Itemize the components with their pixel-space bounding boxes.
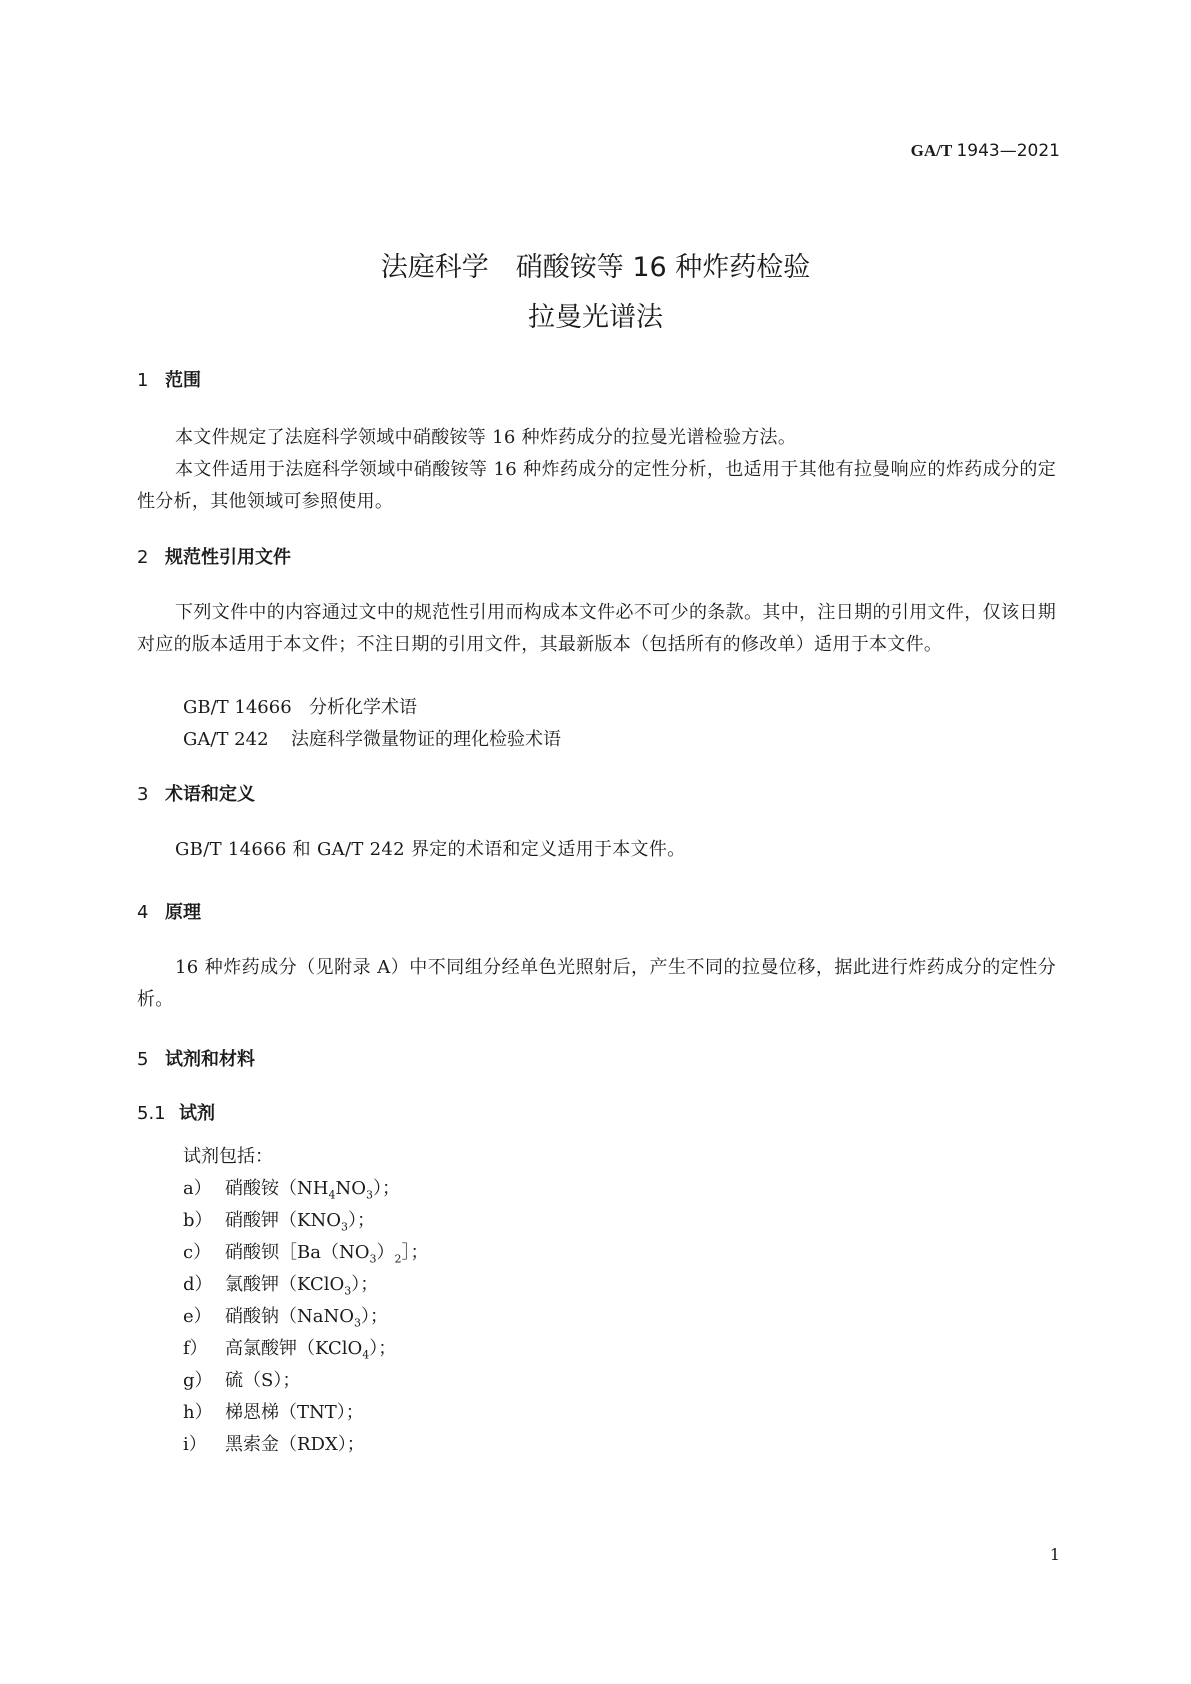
reagent-item: d） 氯酸钾（KClO$_3$）；: [183, 1274, 379, 1298]
section-4-heading: [137, 898, 201, 924]
section-5-1-heading: [137, 1099, 215, 1125]
section-title: 规范性引用文件: [165, 547, 291, 568]
reagent-item: i） 黑索金（RDX）；: [183, 1434, 365, 1455]
page-number: 1: [1049, 1545, 1060, 1564]
reagent-item: b） 硝酸钾$(KNO_3)$；: [183, 1210, 375, 1234]
section-title: 范围: [165, 370, 201, 391]
section-5-heading: [137, 1045, 255, 1071]
reagent-intro: 试剂包括：: [183, 1146, 273, 1167]
reagent-item: h） 梯恩梯（TNT）；: [183, 1402, 364, 1423]
reference-item: [183, 725, 561, 751]
title-line-1: 法庭科学 硝酸铵等 16 种炸药检验: [380, 252, 811, 283]
standard-number: 1943—2021: [956, 141, 1060, 161]
section-title: 术语和定义: [165, 784, 255, 805]
section-3-heading: [137, 780, 255, 806]
section-number: 5.1: [137, 1103, 166, 1124]
reagent-item: f） 高氯酸钾（KClO$_4$）；: [183, 1338, 397, 1362]
section-title: 原理: [165, 902, 201, 923]
section-1-paragraph-2: 本文件适用于法庭科学领域中硝酸铵等 16 种炸药成分的定性分析，也适用于其他有拉曼响应的炸药成分的定性分析，其他领域可参照使用。: [137, 459, 1056, 512]
reagent-item: e） 硝酸钠（NaNO$_3$）；: [183, 1306, 388, 1330]
section-number: 4: [137, 902, 149, 923]
section-number: 5: [137, 1049, 149, 1070]
title-line-2: 拉曼光谱法: [528, 302, 663, 333]
reagent-item: c） 硝酸钡$[Ba(NO_3)_2]$；: [183, 1242, 429, 1266]
reference-name: 法庭科学微量物证的理化检验术语: [291, 729, 561, 750]
reference-item: [183, 693, 417, 719]
reagent-item: g） 硫（S）；: [183, 1370, 301, 1391]
section-4-paragraph: 16 种炸药成分（见附录 A）中不同组分经单色光照射后，产生不同的拉曼位移，据此进行炸药成分的定性分析。: [137, 957, 1056, 1010]
reference-code: GA/T 242: [183, 729, 269, 750]
section-1-heading: [137, 366, 201, 392]
reference-name: 分析化学术语: [309, 697, 417, 718]
section-2-paragraph: 下列文件中的内容通过文中的规范性引用而构成本文件必不可少的条款。其中，注日期的引用文件，仅该日期对应的版本适用于本文件；不注日期的引用文件，其最新版本（包括所有的修改单）适用于本文件。: [137, 602, 1056, 655]
reagent-item: a） 硝酸铵$(NH_4NO_3)$；: [183, 1178, 400, 1202]
standard-prefix: GA/T: [910, 141, 953, 160]
section-title: 试剂: [179, 1103, 215, 1124]
reference-code: GB/T 14666: [183, 697, 292, 718]
section-1-paragraph-1: 本文件规定了法庭科学领域中硝酸铵等 16 种炸药成分的拉曼光谱检验方法。: [175, 427, 797, 448]
section-2-heading: [137, 543, 291, 569]
section-number: 2: [137, 547, 149, 568]
section-number: 1: [137, 370, 149, 391]
standard-code: [911, 141, 1060, 161]
document-title: [0, 243, 1191, 343]
section-number: 3: [137, 784, 149, 805]
section-3-paragraph: GB/T 14666 和 GA/T 242 界定的术语和定义适用于本文件。: [175, 839, 686, 860]
section-title: 试剂和材料: [165, 1049, 255, 1070]
